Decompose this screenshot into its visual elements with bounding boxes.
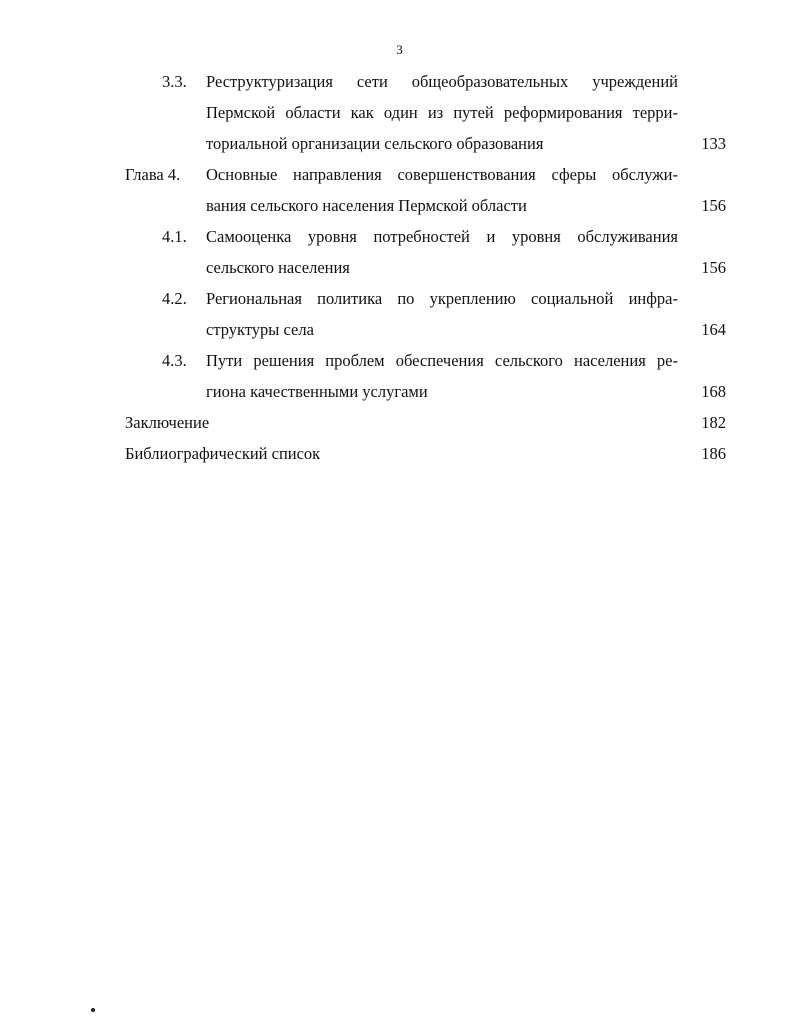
toc-entry-page: 133 <box>701 134 726 153</box>
toc-entry-title-line: ториальной организации сельского образования <box>206 134 544 153</box>
toc-entry-title <box>206 66 678 159</box>
toc-entry-number: Глава 4. <box>125 165 181 184</box>
toc-entry-title-line: Пермской области как один из путей реформирования терри- <box>206 103 678 122</box>
scan-speck <box>91 1008 95 1012</box>
toc-entry-title-line: Библиографический список <box>125 444 321 463</box>
toc-entry-title <box>206 221 678 283</box>
table-of-contents <box>0 66 799 469</box>
toc-entry-title-line: Основные направления совершенствования сферы обслужи- <box>206 165 678 184</box>
toc-entry <box>0 438 799 469</box>
toc-entry-page: 156 <box>701 258 726 277</box>
toc-entry-title-line: структуры села <box>206 320 314 339</box>
toc-entry-title <box>206 159 678 221</box>
toc-entry <box>0 345 799 407</box>
toc-entry-number: 4.1. <box>162 227 187 246</box>
toc-entry <box>0 66 799 159</box>
toc-entry-page: 186 <box>701 444 726 463</box>
toc-entry-title-line: Заключение <box>125 413 210 432</box>
toc-entry-title <box>206 345 678 407</box>
toc-entry-title <box>125 438 685 469</box>
toc-entry-page: 182 <box>701 413 726 432</box>
toc-entry-title <box>206 283 678 345</box>
toc-entry-page: 156 <box>701 196 726 215</box>
toc-entry <box>0 159 799 221</box>
toc-entry-title-line: гиона качественными услугами <box>206 382 428 401</box>
toc-entry-number: 3.3. <box>162 72 187 91</box>
toc-entry-title <box>125 407 685 438</box>
toc-entry-title-line: сельского населения <box>206 258 350 277</box>
page-number: 3 <box>396 42 403 57</box>
toc-entry-page: 168 <box>701 382 726 401</box>
toc-entry-number: 4.3. <box>162 351 187 370</box>
toc-entry <box>0 283 799 345</box>
toc-entry-title-line: вания сельского населения Пермской области <box>206 196 527 215</box>
toc-entry-title-line: Пути решения проблем обеспечения сельского населения ре- <box>206 351 678 370</box>
toc-entry-page: 164 <box>701 320 726 339</box>
toc-entry-title-line: Реструктуризация сети общеобразовательных учреждений <box>206 72 678 91</box>
toc-entry-number: 4.2. <box>162 289 187 308</box>
toc-entry <box>0 407 799 438</box>
toc-entry-title-line: Региональная политика по укреплению социальной инфра- <box>206 289 678 308</box>
toc-entry <box>0 221 799 283</box>
toc-entry-title-line: Самооценка уровня потребностей и уровня обслуживания <box>206 227 678 246</box>
